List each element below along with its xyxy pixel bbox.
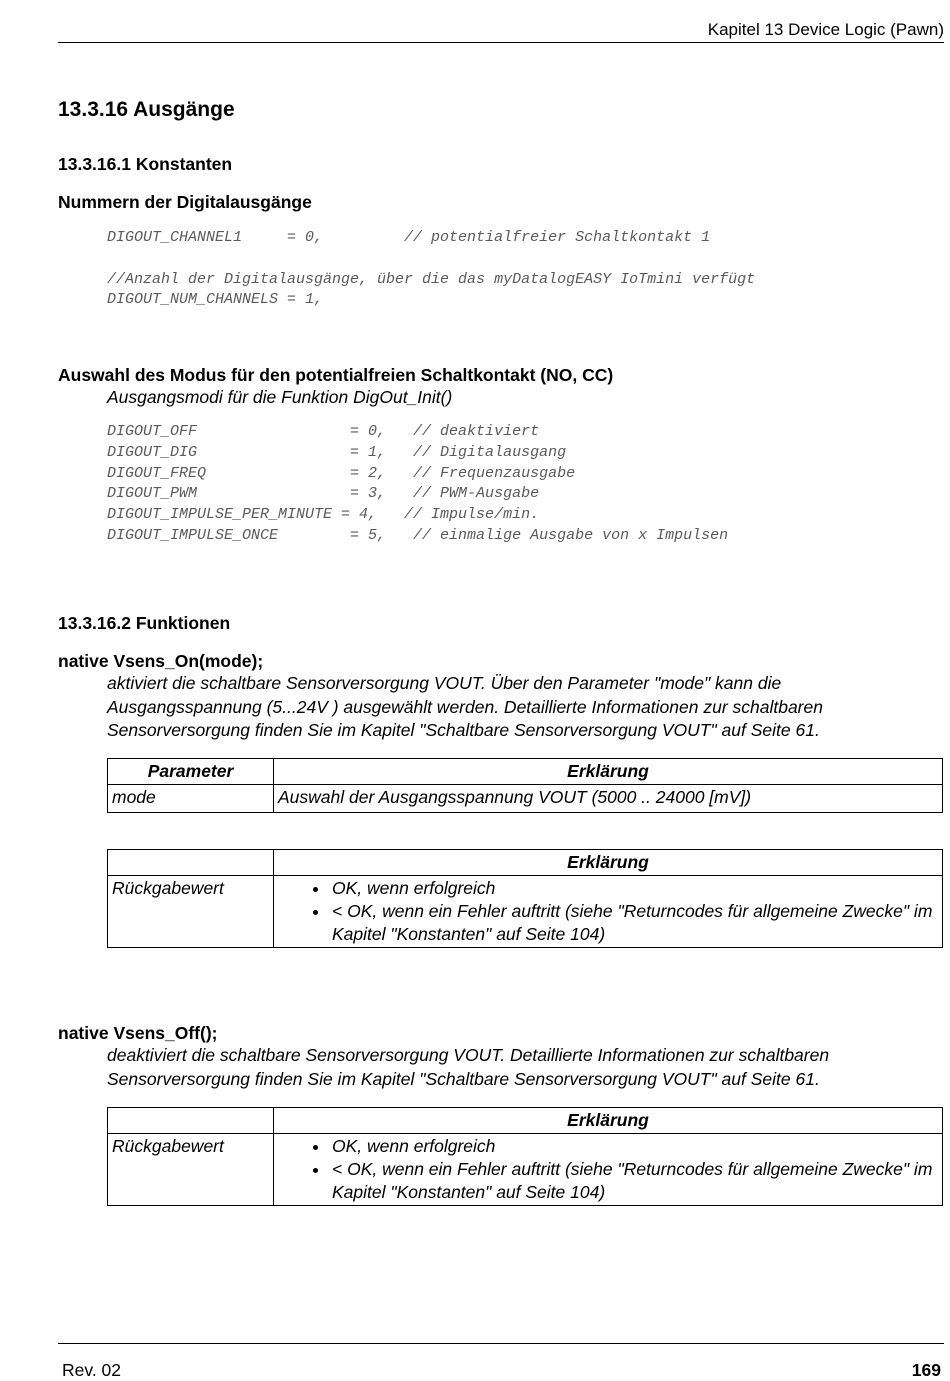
param-name: mode [108,785,274,813]
return-value-list [278,1135,938,1204]
list-item: • < OK, wenn ein Fehler auftritt (siehe "Returncodes für allgemeine Zwecke" im Kapitel "Konstanten" auf Seite 104) [330,1158,938,1204]
page-footer [58,1343,944,1380]
table-header-row [108,1108,943,1134]
list-item: • OK, wenn erfolgreich [330,1135,938,1158]
digital-outputs-code: DIGOUT_CHANNEL1 = 0, // potentialfreier Schaltkontakt 1 //Anzahl der Digitalausgänge, über die das myDatalogEASY IoTmini verfügt DIGOUT_NUM_CHANNELS = 1, [107,229,756,309]
constants-heading: 13.3.16.1 Konstanten [58,154,233,174]
explanation-col-header: Erklärung [274,1108,943,1134]
table-row [108,876,943,948]
page-number: 169 [911,1360,941,1380]
return-value-desc [274,1134,943,1206]
empty-header-cell [108,850,274,876]
table-row [108,1134,943,1206]
chapter-title: Kapitel 13 Device Logic (Pawn) [707,20,944,39]
list-item: • OK, wenn erfolgreich [330,877,938,900]
table-header-row [108,850,943,876]
return-value-label: Rückgabewert [108,1134,274,1206]
revision-label: Rev. 02 [62,1360,122,1380]
param-desc: Auswahl der Ausgangsspannung VOUT (5000 .. 24000 [mV]) [274,785,943,813]
return-value-label: Rückgabewert [108,876,274,948]
mode-selection-heading: Auswahl des Modus für den potentialfreien Schaltkontakt (NO, CC) [58,365,614,385]
explanation-col-header: Erklärung [274,759,943,785]
digital-outputs-heading: Nummern der Digitalausgänge [58,192,312,212]
vsens-on-param-table [107,758,943,813]
return-value-desc [274,876,943,948]
section-title: 13.3.16 Ausgänge [58,98,235,121]
functions-heading: 13.3.16.2 Funktionen [58,613,231,633]
vsens-on-return-table [107,849,943,948]
vsens-off-return-table [107,1107,943,1206]
mode-selection-subtitle: Ausgangsmodi für die Funktion DigOut_Init() [107,387,453,407]
explanation-col-header: Erklärung [274,850,943,876]
table-header-row [108,759,943,785]
vsens-on-signature: native Vsens_On(mode); [58,651,264,671]
table-row [108,785,943,813]
mode-selection-code: DIGOUT_OFF = 0, // deaktiviert DIGOUT_DIG = 1, // Digitalausgang DIGOUT_FREQ = 2, // Frequenzausgabe DIGOUT_PWM = 3, // PWM-Ausgabe DIGOUT_IMPULSE_PER_MINUTE = 4, // Impulse/min. DIGOUT_IMPULSE_ONCE = 5, // einmalige Ausgabe von x Impulsen [107,423,729,544]
list-item: • < OK, wenn ein Fehler auftritt (siehe "Returncodes für allgemeine Zwecke" im Kapitel "Konstanten" auf Seite 104) [330,900,938,946]
param-col-header: Parameter [108,759,274,785]
return-value-list [278,877,938,946]
page-header [58,20,944,43]
empty-header-cell [108,1108,274,1134]
vsens-off-description: deaktiviert die schaltbare Sensorversorgung VOUT. Detaillierte Informationen zur schaltbaren Sensorversorgung finden Sie im Kapitel "Schaltbare Sensorversorgung VOUT" auf Seite 61. [107,1045,830,1089]
vsens-off-signature: native Vsens_Off(); [58,1023,218,1043]
vsens-on-description: aktiviert die schaltbare Sensorversorgung VOUT. Über den Parameter "mode" kann die Ausgangsspannung (5...24V ) ausgewählt werden. Detaillierte Informationen zur schaltbaren Sensorversorgung finden Sie im Kapitel "Schaltbare Sensorversorgung VOUT" auf Seite 61. [107,673,823,740]
